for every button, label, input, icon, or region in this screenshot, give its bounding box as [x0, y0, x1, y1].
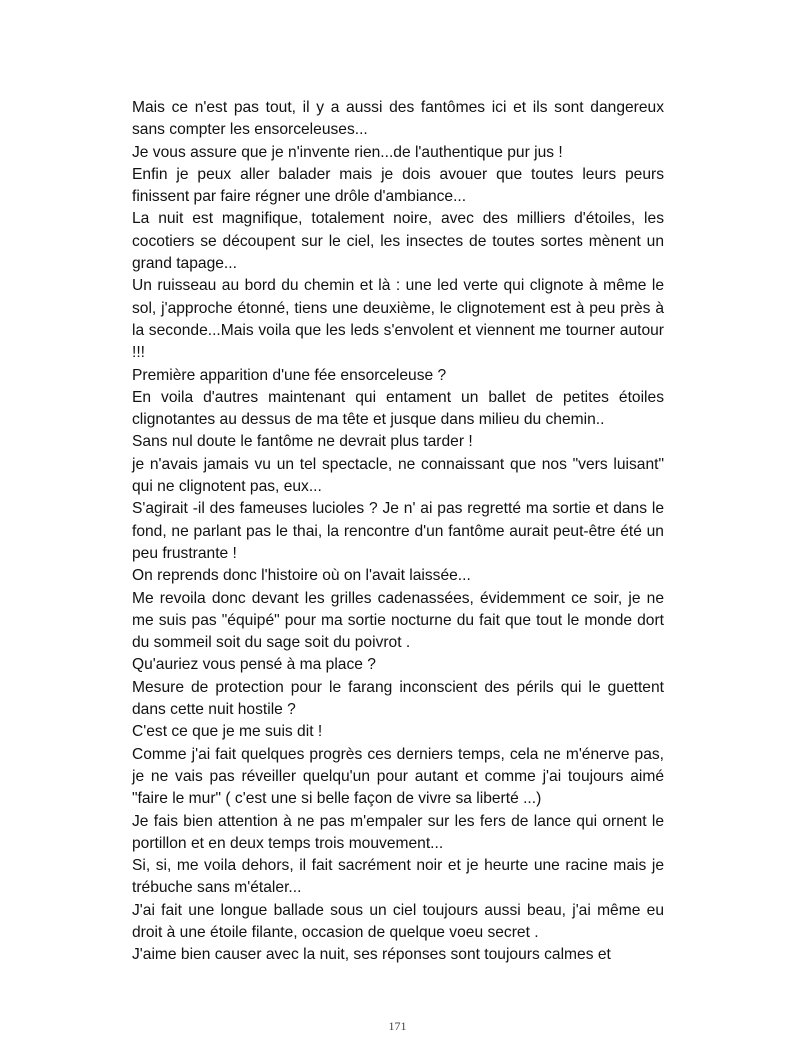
paragraph: Qu'auriez vous pensé à ma place ? [132, 656, 376, 674]
paragraph: je n'avais jamais vu un tel spectacle, ne connaissant que nos "vers luisant" qui ne clignotent pas, eux... [132, 455, 664, 496]
paragraph: Me revoila donc devant les grilles cadenassées, évidemment ce soir, je ne me suis pas "équipé" pour ma sortie nocturne du fait que tout le monde dort du sommeil soit du sage soit du poivrot . [132, 589, 664, 652]
paragraph: On reprends donc l'histoire où on l'avait laissée... [132, 567, 471, 585]
paragraph: Sans nul doute le fantôme ne devrait plus tarder ! [132, 433, 473, 451]
paragraph: S'agirait -il des fameuses lucioles ? Je n' ai pas regretté ma sortie et dans le fond, ne parlant pas le thai, la rencontre d'un fantôme aurait peut-être été un peu frustrante ! [132, 500, 664, 562]
paragraph: Je vous assure que je n'invente rien...de l'authentique pur jus ! [132, 143, 563, 161]
paragraph: Enfin je peux aller balader mais je dois avouer que toutes leurs peurs finissent par faire régner une drôle d'ambiance... [132, 165, 664, 206]
paragraph: Je fais bien attention à ne pas m'empaler sur les fers de lance qui ornent le portillon et en deux temps trois mouvement... [132, 812, 664, 852]
paragraph: Mesure de protection pour le farang inconscient des périls qui le guettent dans cette nuit hostile ? [132, 678, 664, 719]
paragraph: Un ruisseau au bord du chemin et là : une led verte qui clignote à même le sol, j'approche étonné, tiens une deuxième, le clignotement est à peu près à la seconde...Mais voila que les leds s'envolent et viennent me tourner autour !!! [132, 277, 664, 362]
paragraph: J'ai fait une longue ballade sous un ciel toujours aussi beau, j'ai même eu droit à une étoile filante, occasion de quelque voeu secret . [132, 901, 664, 941]
paragraph: Si, si, me voila dehors, il fait sacrément noir et je heurte une racine mais je trébuche sans m'étaler... [132, 857, 664, 897]
paragraph: J'aime bien causer avec la nuit, ses réponses sont toujours calmes et [132, 946, 611, 964]
paragraph: En voila d'autres maintenant qui entament un ballet de petites étoiles clignotantes au dessus de ma tête et jusque dans milieu du chemin.. [132, 388, 664, 429]
paragraph: C'est ce que je me suis dit ! [132, 723, 323, 741]
paragraph: Comme j'ai fait quelques progrès ces derniers temps, cela ne m'énerve pas, je ne vais pas réveiller quelqu'un pour autant et comme j'ai toujours aimé "faire le mur" ( c'est une si belle façon de vivre sa liberté ...) [132, 745, 664, 808]
paragraph: Mais ce n'est pas tout, il y a aussi des fantômes ici et ils sont dangereux sans compter les ensorceleuses... [132, 99, 664, 139]
body-text [132, 97, 664, 967]
paragraph: Première apparition d'une fée ensorceleuse ? [132, 366, 447, 384]
page-number: 171 [388, 1019, 407, 1033]
paragraph: La nuit est magnifique, totalement noire, avec des milliers d'étoiles, les cocotiers se découpent sur le ciel, les insectes de toutes sortes mènent un grand tapage... [132, 210, 664, 273]
